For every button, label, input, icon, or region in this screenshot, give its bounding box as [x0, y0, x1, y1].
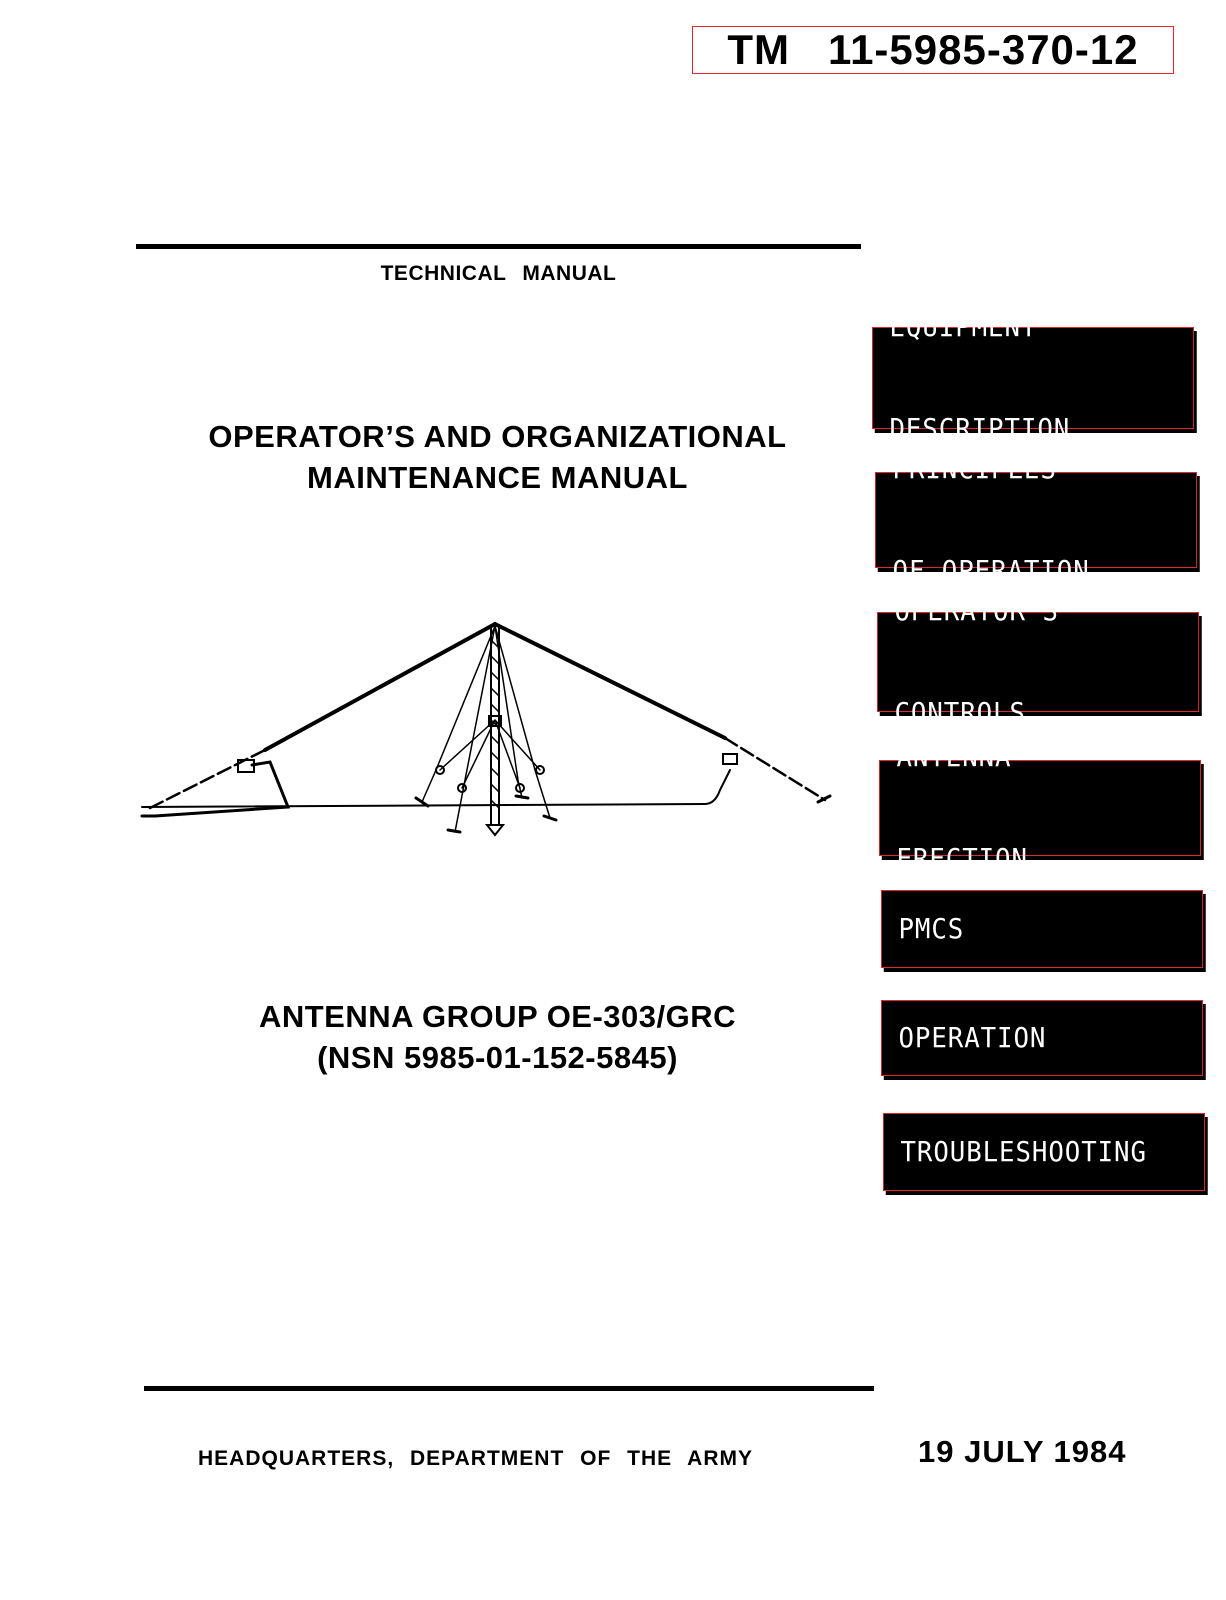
tab-troubleshooting[interactable]	[883, 1113, 1205, 1191]
tab-label-line-2: CONTROLS	[894, 696, 1026, 729]
equipment-title	[120, 996, 875, 1078]
antenna-illustration	[140, 620, 850, 860]
equipment-name: ANTENNA GROUP OE-303/GRC	[258, 999, 737, 1034]
tab-label-line-2: ERECTION	[896, 842, 1028, 875]
issuer: HEADQUARTERS, DEPARTMENT OF THE ARMY	[198, 1447, 753, 1470]
manual-title	[120, 416, 875, 498]
tab-label-line-2: OF OPERATION	[892, 554, 1090, 587]
tab-label: TROUBLESHOOTING	[900, 1135, 1147, 1168]
tab-label-line-1: EQUIPMENT	[889, 310, 1038, 343]
manual-title-line-1: OPERATOR’S AND ORGANIZATIONAL	[208, 419, 787, 454]
equipment-nsn: (NSN 5985-01-152-5845)	[317, 1040, 678, 1075]
tm-number: TM 11-5985-370-12	[692, 26, 1174, 74]
tab-label-line-1: ANTENNA	[896, 740, 1012, 773]
tab-antenna-erection[interactable]	[879, 740, 1201, 875]
tab-label: OPERATION	[898, 1021, 1047, 1054]
tab-label-line-2: DESCRIPTION	[889, 412, 1071, 445]
tab-label: PMCS	[898, 912, 965, 945]
manual-title-line-2: MAINTENANCE MANUAL	[307, 460, 688, 495]
publication-date: 19 JULY 1984	[918, 1434, 1127, 1469]
document-type-label: TECHNICAL MANUAL	[380, 262, 617, 285]
tab-label-line-1: OPERATOR'S	[894, 594, 1059, 627]
top-rule	[136, 244, 861, 249]
tab-operation[interactable]	[881, 1000, 1203, 1076]
bottom-rule	[144, 1386, 874, 1391]
tab-label-line-1: PRINCIPLES	[892, 452, 1057, 485]
tab-pmcs[interactable]	[881, 890, 1203, 968]
